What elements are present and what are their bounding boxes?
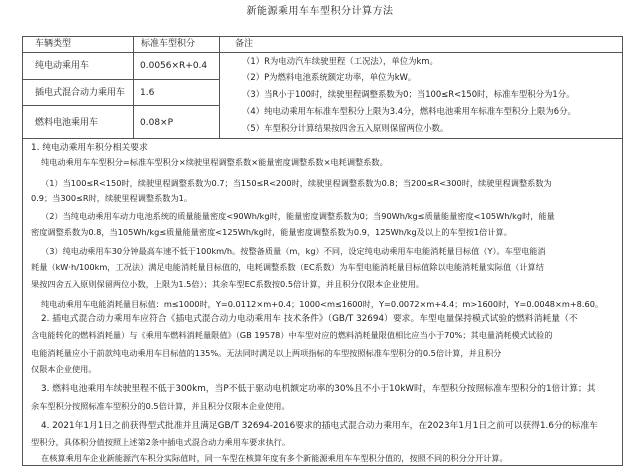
row-type-fcev: 燃料电池乘用车 xyxy=(35,118,99,128)
header-standard-score: 标准车型积分 xyxy=(141,39,196,49)
scoring-table xyxy=(22,36,623,466)
body-line: 仅限本企业使用。 xyxy=(31,364,97,374)
body-line: 密度调整系数为0.8，当105Wh/kg≤质量能量密度<125Wh/kg时，能量密度调整系数为0.9，125Wh/kg及以上的车型按1倍计算。 xyxy=(31,227,512,237)
section-heading: 1. 纯电动乘用车积分相关要求 xyxy=(31,143,148,153)
body-line: 纯电动乘用车车型积分=标准车型积分×续驶里程调整系数×能量密度调整系数×电耗调整系数。 xyxy=(41,157,388,167)
remark-line: （4）纯电动乘用车标准车型积分上限为3.4分，燃料电池乘用车标准车型积分上限为6分。 xyxy=(242,106,576,116)
table-divider xyxy=(219,37,220,138)
table-divider xyxy=(133,37,134,138)
table-divider xyxy=(23,79,219,80)
body-line: （2）当纯电动乘用车动力电池系统的质量能量密度<90Wh/kg时，能量密度调整系数为0；当90Wh/kg≤质量能量密度<105Wh/kg时，能量 xyxy=(41,211,555,221)
remark-line: （1）R为电动汽车续驶里程（工况法），单位为km。 xyxy=(242,56,438,66)
table-divider xyxy=(23,52,622,53)
body-line: 在核算乘用车企业新能源汽车积分实际值时，同一车型在核算年度有多个新能源乘用车车型积分值的，按照不同的积分分开计算。 xyxy=(41,453,508,463)
row-formula-phev: 1.6 xyxy=(140,88,155,98)
body-line: （3）纯电动乘用车30分钟最高车速不低于100km/h。按整备质量（m，kg）不同，设定纯电动乘用车电能消耗量目标值（Y）。车型电能消 xyxy=(41,246,546,256)
body-line: 耗量（kW·h/100km，工况法）满足电能消耗量目标值的，电耗调整系数（EC系数）为车型电能消耗量目标值除以电能消耗量实际值（计算结 xyxy=(31,262,544,272)
section-heading: 2. 插电式混合动力乘用车应符合《插电式混合动力电动乘用车 技术条件》（GB/T 32694）要求。车型电量保持模式试验的燃料消耗量（不 xyxy=(41,314,578,324)
body-line: 型积分，具体积分值按照上述第2条中插电式混合动力乘用车要求执行。 xyxy=(31,437,291,447)
table-divider xyxy=(23,138,622,139)
body-line: 0.9；当300≤R时，续驶里程调整系数为1。 xyxy=(31,193,193,203)
page-title: 新能源乘用车车型积分计算方法 xyxy=(246,6,394,17)
remark-line: （3）当R小于100时，续驶里程调整系数为0；当100≤R<150时，标准车型积分为1分。 xyxy=(242,89,575,99)
body-line: 电能消耗量应小于前款纯电动乘用车目标值的135%。无法同时满足以上两项指标的车型按照标准车型积分的0.5倍计算，并且积分 xyxy=(31,348,502,358)
body-line: （1）当100≤R<150时，续驶里程调整系数为0.7；当150≤R<200时，续驶里程调整系数为0.8；当200≤R<300时，续驶里程调整系数为 xyxy=(41,178,552,188)
header-vehicle-type: 车辆类型 xyxy=(35,39,72,49)
row-formula-fcev: 0.08×P xyxy=(140,118,174,128)
body-line: 纯电动乘用车电能消耗量目标值：m≤1000时，Y=0.0112×m+0.4；1000<m≤1600时，Y=0.0072×m+4.4；m>1600时，Y=0.0048×m+8.60。 xyxy=(41,299,604,309)
body-line: 含电能转化的燃料消耗量）与《乘用车燃料消耗量限值》（GB 19578）中车型对应的燃料消耗量限值相比应当小于70%；其电量消耗模式试验的 xyxy=(31,330,553,340)
section-heading: 3. 燃料电池乘用车续驶里程不低于300km，当P不低于驱动电机额定功率的30%且不小于10kW时，车型积分按照标准车型积分的1倍计算；其 xyxy=(41,384,596,394)
row-formula-bev: 0.0056×R+0.4 xyxy=(140,61,208,71)
remark-line: （5）车型积分计算结果按四舍五入原则保留两位小数。 xyxy=(242,123,449,133)
remark-line: （2）P为燃料电池系统额定功率，单位为kW。 xyxy=(242,72,417,82)
row-type-phev: 插电式混合动力乘用车 xyxy=(35,88,126,98)
table-divider xyxy=(23,105,219,106)
section-heading: 4. 2021年1月1日之前获得型式批准并且满足GB/T 32694-2016要求的插电式混合动力乘用车，在2023年1月1日之前可以获得1.6分的标准车 xyxy=(41,421,598,431)
header-remarks: 备注 xyxy=(235,39,254,49)
body-line: 余车型积分按照标准车型积分的0.5倍计算，并且积分仅限本企业使用。 xyxy=(31,401,290,411)
body-line: 果按四舍五入原则保留两位小数，上限为1.5倍）；其余车型EC系数按0.5倍计算，并且积分仅限本企业使用。 xyxy=(31,279,425,289)
row-type-bev: 纯电动乘用车 xyxy=(35,61,90,71)
